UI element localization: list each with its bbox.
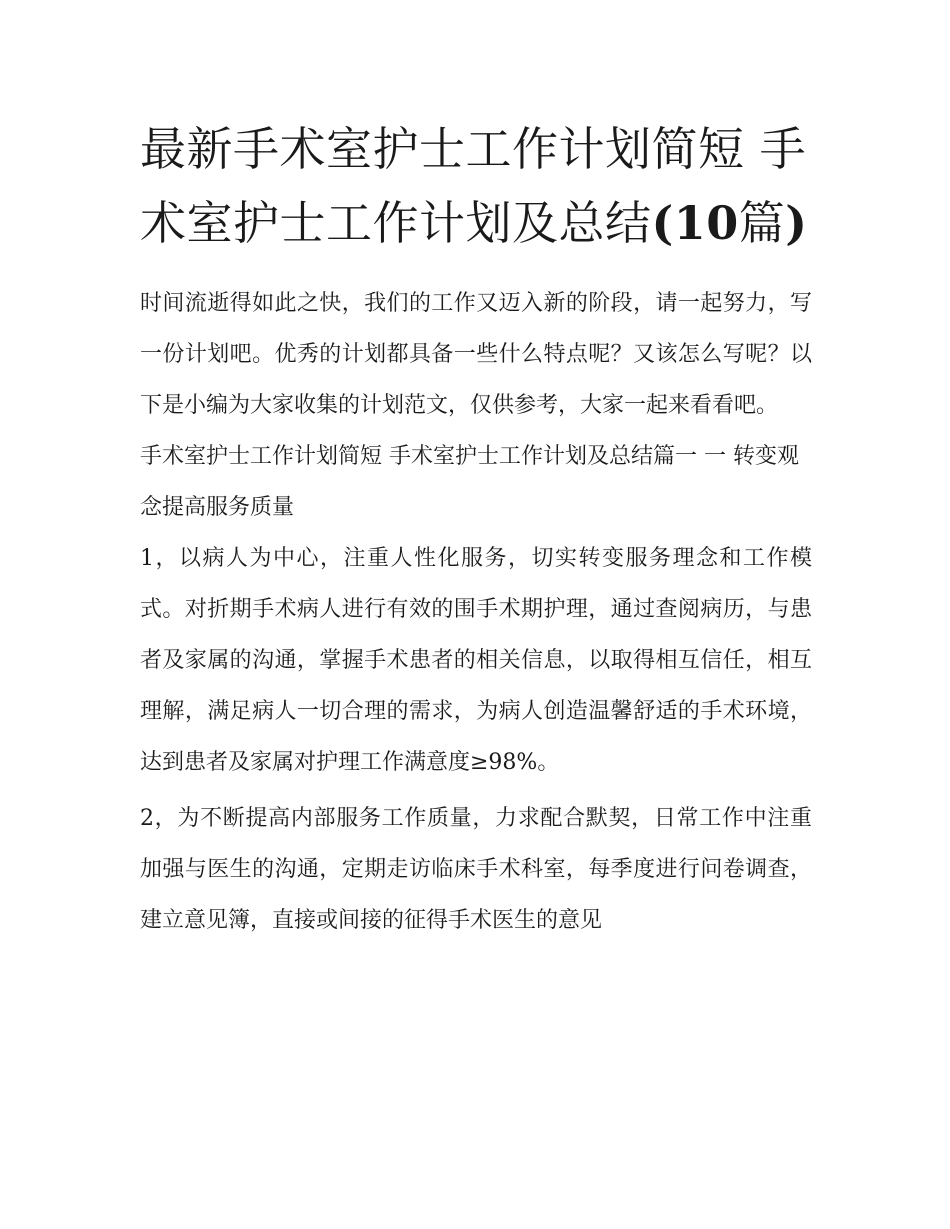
title-paren-close: ) xyxy=(785,196,808,250)
title-count: 10 xyxy=(673,196,739,250)
list-item: 2，为不断提高内部服务工作质量，力求配合默契，日常工作中注重加强与医生的沟通，定期走访临床手术科室，每季度进行问卷调查，建立意见簿，直接或间接的征得手术医生的意见 xyxy=(140,806,812,933)
document-title xyxy=(140,112,812,260)
title-paren-open: ( xyxy=(651,196,674,250)
title-main-text: 最新手术室护士工作计划简短 手术室护士工作计划及总结 xyxy=(140,122,807,250)
section-heading: 手术室护士工作计划简短 手术室护士工作计划及总结篇一 一 转变观念提高服务质量 xyxy=(140,444,799,520)
title-unit: 篇 xyxy=(738,196,786,250)
intro-paragraph: 时间流逝得如此之快，我们的工作又迈入新的阶段，请一起努力，写一份计划吧。优秀的计划都具备一些什么特点呢？又该怎么写呢？以下是小编为大家收集的计划范文，仅供参考，大家一起来看看吧。 xyxy=(140,291,812,418)
list-item: 1，以病人为中心，注重人性化服务，切实转变服务理念和工作模式。对折期手术病人进行有效的围手术期护理，通过查阅病历，与患者及家属的沟通，掌握手术患者的相关信息，以取得相互信任，相互理解，满足病人一切合理的需求，为病人创造温馨舒适的手术环境，达到患者及家属对护理工作满意度≥98%。 xyxy=(140,546,812,775)
document-page xyxy=(140,112,812,946)
